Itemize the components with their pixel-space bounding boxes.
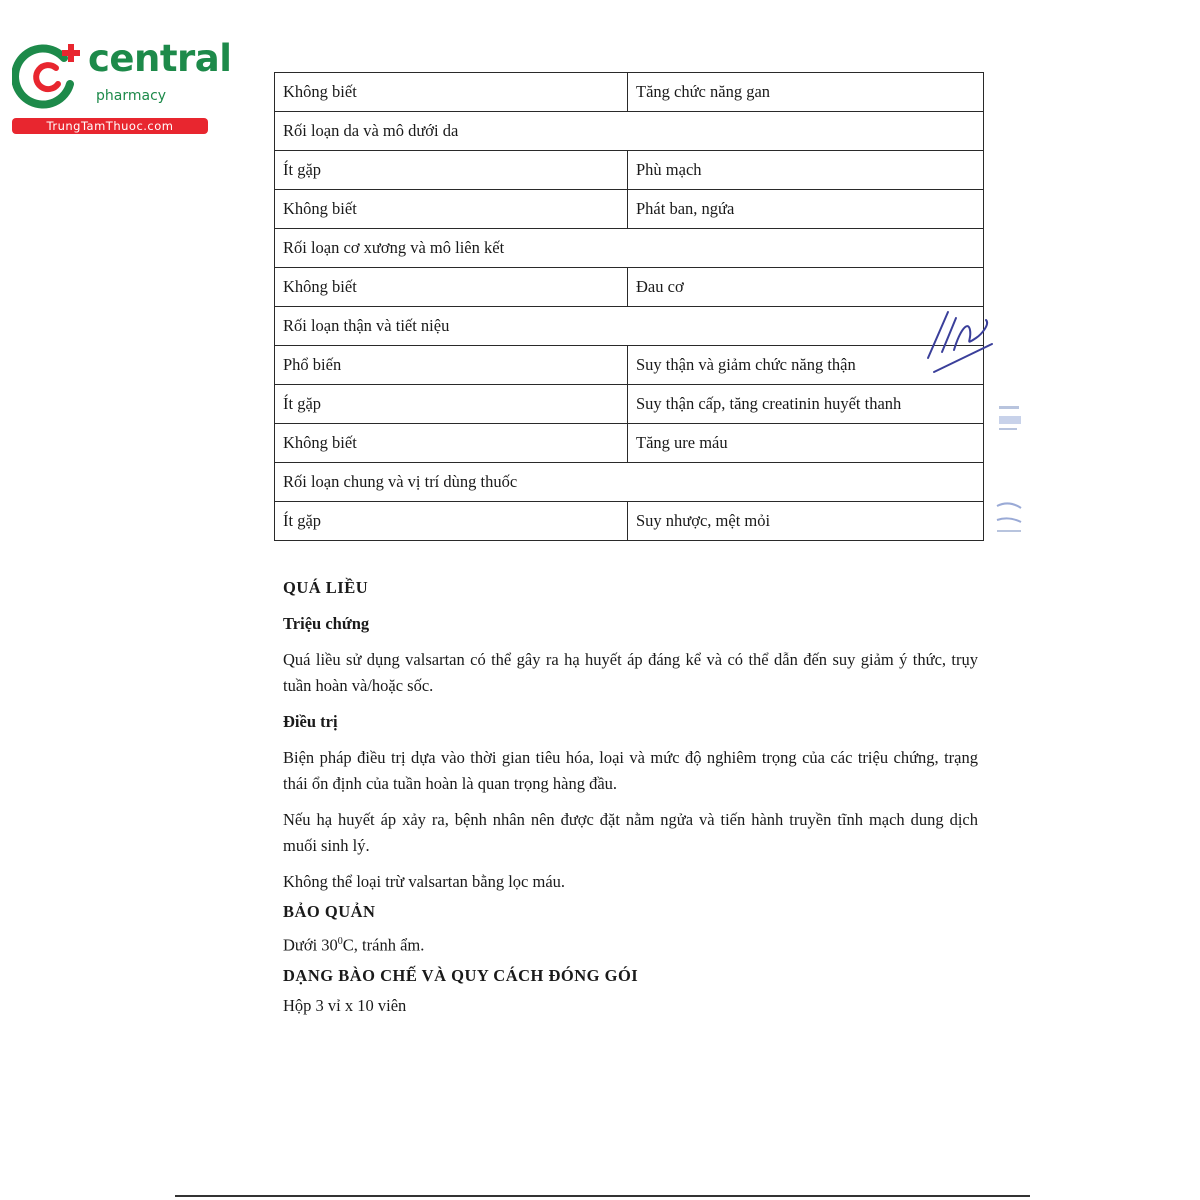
table-row — [275, 346, 984, 385]
signature-mark — [920, 300, 1000, 380]
frequency-cell: Không biết — [275, 73, 628, 112]
table-row — [275, 307, 984, 346]
storage-text-end: C, tránh ẩm. — [342, 935, 425, 955]
table-row — [275, 151, 984, 190]
organ-class-header: Rối loạn cơ xương và mô liên kết — [275, 229, 984, 268]
treatment-heading: Điều trị — [283, 712, 338, 731]
table-row — [275, 112, 984, 151]
effect-cell: Đau cơ — [628, 268, 984, 307]
table-row — [275, 268, 984, 307]
organ-class-header: Rối loạn da và mô dưới da — [275, 112, 984, 151]
effect-cell: Suy nhược, mệt mỏi — [628, 502, 984, 541]
effect-cell: Suy thận cấp, tăng creatinin huyết thanh — [628, 385, 984, 424]
logo-url: TrungTamThuoc.com — [12, 118, 208, 134]
frequency-cell: Không biết — [275, 268, 628, 307]
frequency-cell: Phổ biến — [275, 346, 628, 385]
treatment-paragraph-3: Không thể loại trừ valsartan bằng lọc máu. — [283, 872, 566, 891]
frequency-cell: Ít gặp — [275, 151, 628, 190]
table-row — [275, 229, 984, 268]
logo-mark-icon — [12, 40, 84, 112]
overdose-heading: QUÁ LIỀU — [283, 578, 369, 597]
table-row — [275, 463, 984, 502]
effect-cell: Phù mạch — [628, 151, 984, 190]
page-bottom-rule — [175, 1195, 1030, 1197]
frequency-cell: Không biết — [275, 190, 628, 229]
logo-name: central — [88, 37, 232, 80]
table-row — [275, 502, 984, 541]
central-pharmacy-logo — [8, 34, 232, 138]
effect-cell: Phát ban, ngứa — [628, 190, 984, 229]
treatment-paragraph-2: Nếu hạ huyết áp xảy ra, bệnh nhân nên được đặt nằm ngửa và tiến hành truyền tĩnh mạch dung dịch muối sinh lý. — [283, 810, 978, 855]
effect-cell: Tăng ure máu — [628, 424, 984, 463]
organ-class-header: Rối loạn chung và vị trí dùng thuốc — [275, 463, 984, 502]
storage-text — [283, 929, 978, 959]
logo-subtitle: pharmacy — [96, 88, 167, 104]
packaging-heading: DẠNG BÀO CHẾ VÀ QUY CÁCH ĐÓNG GÓI — [283, 965, 639, 985]
packaging-text: Hộp 3 vỉ x 10 viên — [283, 995, 407, 1015]
storage-heading: BẢO QUẢN — [283, 902, 376, 921]
degree-superscript: 0 — [337, 936, 343, 947]
table-row — [275, 190, 984, 229]
frequency-cell: Ít gặp — [275, 502, 628, 541]
frequency-cell: Ít gặp — [275, 385, 628, 424]
effect-cell: Tăng chức năng gan — [628, 73, 984, 112]
symptoms-heading: Triệu chứng — [283, 614, 370, 633]
stamp-edge-mark — [995, 400, 1025, 540]
frequency-cell: Không biết — [275, 424, 628, 463]
treatment-paragraph-1: Biện pháp điều trị dựa vào thời gian tiêu hóa, loại và mức độ nghiêm trọng của các triệu chứng, trạng thái ổn định của tuần hoàn là quan trọng hàng đầu. — [283, 748, 978, 793]
table-row — [275, 385, 984, 424]
document-body — [283, 575, 978, 1019]
table-row — [275, 424, 984, 463]
storage-text-main: Dưới 30 — [283, 935, 338, 955]
organ-class-header: Rối loạn thận và tiết niệu — [275, 307, 984, 346]
table-row — [275, 73, 984, 112]
adverse-effects-table — [274, 72, 984, 541]
symptoms-paragraph: Quá liều sử dụng valsartan có thể gây ra hạ huyết áp đáng kể và có thể dẫn đến suy giảm ý thức, trụy tuần hoàn và/hoặc sốc. — [283, 650, 978, 695]
effect-cell: Suy thận và giảm chức năng thận — [628, 346, 984, 385]
